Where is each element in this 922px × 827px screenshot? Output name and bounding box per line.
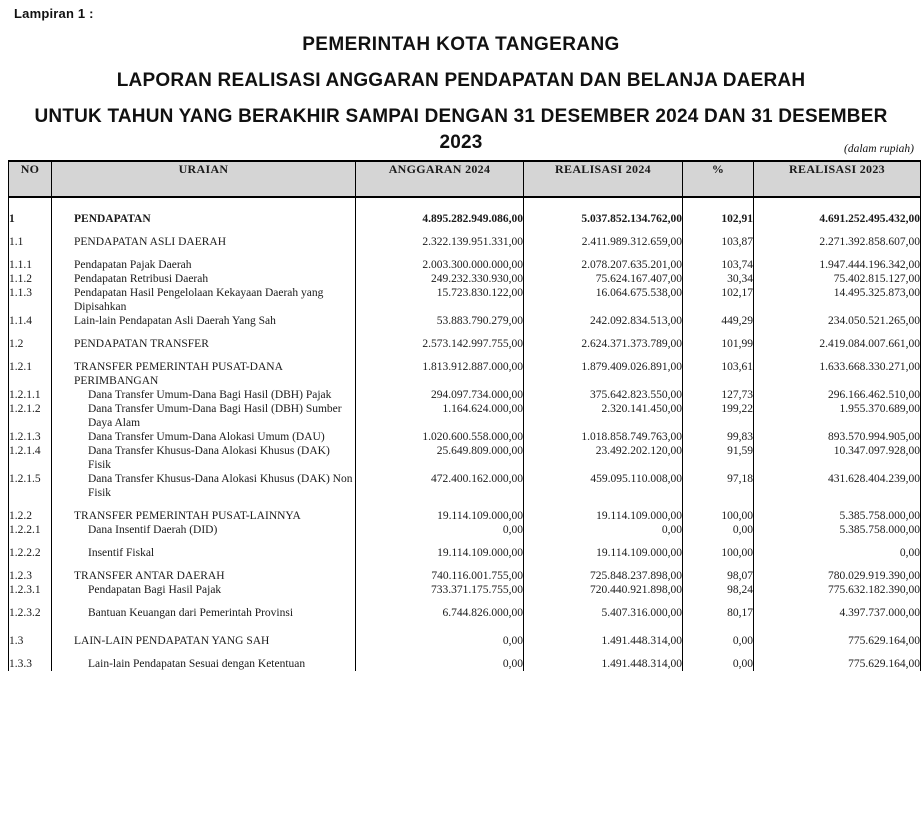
row-no: 1.1.1 xyxy=(9,249,52,272)
row-realisasi-2024: 5.037.852.134.762,00 xyxy=(524,197,683,226)
row-realisasi-2024: 0,00 xyxy=(524,523,683,537)
row-anggaran-2024: 1.813.912.887.000,00 xyxy=(356,351,524,388)
row-persen: 91,59 xyxy=(683,444,754,472)
row-realisasi-2023: 4.397.737.000,00 xyxy=(754,597,921,620)
row-uraian: Pendapatan Hasil Pengelolaan Kekayaan Daerah yang Dipisahkan xyxy=(52,286,356,314)
table-row xyxy=(9,197,921,226)
row-anggaran-2024: 0,00 xyxy=(356,523,524,537)
row-realisasi-2024: 2.320.141.450,00 xyxy=(524,402,683,430)
table-row xyxy=(9,249,921,272)
row-uraian: TRANSFER ANTAR DAERAH xyxy=(52,560,356,583)
row-no: 1.1.3 xyxy=(9,286,52,314)
row-realisasi-2024: 242.092.834.513,00 xyxy=(524,314,683,328)
table-head xyxy=(9,161,921,197)
row-no: 1.2.1.3 xyxy=(9,430,52,444)
table-row xyxy=(9,226,921,249)
row-persen: 30,34 xyxy=(683,272,754,286)
row-realisasi-2023: 234.050.521.265,00 xyxy=(754,314,921,328)
budget-realization-table xyxy=(8,160,921,671)
row-anggaran-2024: 15.723.830.122,00 xyxy=(356,286,524,314)
row-persen: 103,74 xyxy=(683,249,754,272)
table-row xyxy=(9,597,921,620)
row-persen: 101,99 xyxy=(683,328,754,351)
col-header-no: NO xyxy=(9,161,52,197)
row-uraian: Lain-lain Pendapatan Sesuai dengan Ketentuan xyxy=(52,648,356,671)
row-persen: 100,00 xyxy=(683,537,754,560)
row-realisasi-2024: 16.064.675.538,00 xyxy=(524,286,683,314)
row-realisasi-2024: 1.491.448.314,00 xyxy=(524,620,683,648)
col-header-anggaran-2024: ANGGARAN 2024 xyxy=(356,161,524,197)
row-persen: 99,83 xyxy=(683,430,754,444)
row-uraian: PENDAPATAN xyxy=(52,197,356,226)
row-realisasi-2023: 4.691.252.495.432,00 xyxy=(754,197,921,226)
attachment-label: Lampiran 1 : xyxy=(14,6,94,21)
row-uraian: Dana Transfer Umum-Dana Alokasi Umum (DAU) xyxy=(52,430,356,444)
row-realisasi-2023: 75.402.815.127,00 xyxy=(754,272,921,286)
row-persen: 0,00 xyxy=(683,648,754,671)
row-realisasi-2023: 296.166.462.510,00 xyxy=(754,388,921,402)
table-row xyxy=(9,388,921,402)
row-realisasi-2024: 19.114.109.000,00 xyxy=(524,537,683,560)
row-persen: 80,17 xyxy=(683,597,754,620)
row-persen: 127,73 xyxy=(683,388,754,402)
row-anggaran-2024: 19.114.109.000,00 xyxy=(356,500,524,523)
row-anggaran-2024: 0,00 xyxy=(356,648,524,671)
row-uraian: Dana Transfer Umum-Dana Bagi Hasil (DBH) Pajak xyxy=(52,388,356,402)
row-realisasi-2023: 1.947.444.196.342,00 xyxy=(754,249,921,272)
table-row xyxy=(9,523,921,537)
row-realisasi-2023: 775.629.164,00 xyxy=(754,620,921,648)
row-anggaran-2024: 0,00 xyxy=(356,620,524,648)
row-anggaran-2024: 19.114.109.000,00 xyxy=(356,537,524,560)
row-realisasi-2024: 2.078.207.635.201,00 xyxy=(524,249,683,272)
row-persen: 449,29 xyxy=(683,314,754,328)
row-persen: 0,00 xyxy=(683,620,754,648)
table-row xyxy=(9,286,921,314)
row-no: 1.2.1.5 xyxy=(9,472,52,500)
col-header-realisasi-2024: REALISASI 2024 xyxy=(524,161,683,197)
report-period: UNTUK TAHUN YANG BERAKHIR SAMPAI DENGAN 31 DESEMBER 2024 DAN 31 DESEMBER 2023 xyxy=(34,106,888,153)
row-no: 1.2.2.1 xyxy=(9,523,52,537)
row-uraian: PENDAPATAN ASLI DAERAH xyxy=(52,226,356,249)
table-row xyxy=(9,500,921,523)
col-header-uraian: URAIAN xyxy=(52,161,356,197)
row-persen: 0,00 xyxy=(683,523,754,537)
row-persen: 100,00 xyxy=(683,500,754,523)
row-realisasi-2024: 5.407.316.000,00 xyxy=(524,597,683,620)
row-no: 1.2.3 xyxy=(9,560,52,583)
table-row xyxy=(9,620,921,648)
row-uraian: Lain-lain Pendapatan Asli Daerah Yang Sah xyxy=(52,314,356,328)
row-no: 1.2.1.4 xyxy=(9,444,52,472)
row-uraian: TRANSFER PEMERINTAH PUSAT-LAINNYA xyxy=(52,500,356,523)
row-uraian: Pendapatan Pajak Daerah xyxy=(52,249,356,272)
currency-unit-note: (dalam rupiah) xyxy=(844,143,914,155)
row-no: 1.1.4 xyxy=(9,314,52,328)
row-uraian: Pendapatan Bagi Hasil Pajak xyxy=(52,583,356,597)
table-row xyxy=(9,402,921,430)
row-anggaran-2024: 4.895.282.949.086,00 xyxy=(356,197,524,226)
row-realisasi-2024: 23.492.202.120,00 xyxy=(524,444,683,472)
table-row xyxy=(9,472,921,500)
table-row xyxy=(9,444,921,472)
row-no: 1.2.2.2 xyxy=(9,537,52,560)
row-no: 1.2 xyxy=(9,328,52,351)
row-uraian: Bantuan Keuangan dari Pemerintah Provinsi xyxy=(52,597,356,620)
row-realisasi-2023: 775.632.182.390,00 xyxy=(754,583,921,597)
row-realisasi-2024: 1.879.409.026.891,00 xyxy=(524,351,683,388)
table-row xyxy=(9,314,921,328)
row-anggaran-2024: 6.744.826.000,00 xyxy=(356,597,524,620)
row-no: 1.2.3.1 xyxy=(9,583,52,597)
row-anggaran-2024: 2.322.139.951.331,00 xyxy=(356,226,524,249)
row-realisasi-2023: 1.633.668.330.271,00 xyxy=(754,351,921,388)
table-row xyxy=(9,583,921,597)
row-no: 1.3.3 xyxy=(9,648,52,671)
row-realisasi-2023: 14.495.325.873,00 xyxy=(754,286,921,314)
row-realisasi-2023: 2.271.392.858.607,00 xyxy=(754,226,921,249)
row-realisasi-2023: 5.385.758.000,00 xyxy=(754,500,921,523)
row-uraian: Pendapatan Retribusi Daerah xyxy=(52,272,356,286)
row-no: 1.3 xyxy=(9,620,52,648)
row-no: 1.2.3.2 xyxy=(9,597,52,620)
table-row xyxy=(9,560,921,583)
row-persen: 199,22 xyxy=(683,402,754,430)
row-uraian: LAIN-LAIN PENDAPATAN YANG SAH xyxy=(52,620,356,648)
row-anggaran-2024: 53.883.790.279,00 xyxy=(356,314,524,328)
row-realisasi-2024: 1.491.448.314,00 xyxy=(524,648,683,671)
table-row xyxy=(9,328,921,351)
row-realisasi-2023: 5.385.758.000,00 xyxy=(754,523,921,537)
row-realisasi-2024: 75.624.167.407,00 xyxy=(524,272,683,286)
row-realisasi-2023: 780.029.919.390,00 xyxy=(754,560,921,583)
row-persen: 102,91 xyxy=(683,197,754,226)
row-realisasi-2024: 2.624.371.373.789,00 xyxy=(524,328,683,351)
row-anggaran-2024: 2.573.142.997.755,00 xyxy=(356,328,524,351)
row-uraian: Dana Insentif Daerah (DID) xyxy=(52,523,356,537)
row-no: 1.2.1.1 xyxy=(9,388,52,402)
table-row xyxy=(9,430,921,444)
table-row xyxy=(9,272,921,286)
row-realisasi-2024: 1.018.858.749.763,00 xyxy=(524,430,683,444)
row-anggaran-2024: 1.020.600.558.000,00 xyxy=(356,430,524,444)
row-persen: 103,87 xyxy=(683,226,754,249)
table-row xyxy=(9,648,921,671)
row-no: 1.1.2 xyxy=(9,272,52,286)
row-realisasi-2024: 2.411.989.312.659,00 xyxy=(524,226,683,249)
row-anggaran-2024: 294.097.734.000,00 xyxy=(356,388,524,402)
row-no: 1 xyxy=(9,197,52,226)
row-persen: 97,18 xyxy=(683,472,754,500)
row-anggaran-2024: 1.164.624.000,00 xyxy=(356,402,524,430)
row-uraian: PENDAPATAN TRANSFER xyxy=(52,328,356,351)
row-uraian: Dana Transfer Khusus-Dana Alokasi Khusus (DAK) Non Fisik xyxy=(52,472,356,500)
table-body xyxy=(9,197,921,671)
row-anggaran-2024: 25.649.809.000,00 xyxy=(356,444,524,472)
table-header-row xyxy=(9,161,921,197)
row-realisasi-2023: 1.955.370.689,00 xyxy=(754,402,921,430)
row-realisasi-2024: 459.095.110.008,00 xyxy=(524,472,683,500)
row-persen: 103,61 xyxy=(683,351,754,388)
row-realisasi-2024: 19.114.109.000,00 xyxy=(524,500,683,523)
row-realisasi-2023: 431.628.404.239,00 xyxy=(754,472,921,500)
row-anggaran-2024: 733.371.175.755,00 xyxy=(356,583,524,597)
row-persen: 98,07 xyxy=(683,560,754,583)
report-title: LAPORAN REALISASI ANGGARAN PENDAPATAN DAN BELANJA DAERAH xyxy=(116,70,806,91)
row-persen: 98,24 xyxy=(683,583,754,597)
row-anggaran-2024: 472.400.162.000,00 xyxy=(356,472,524,500)
row-uraian: Dana Transfer Khusus-Dana Alokasi Khusus (DAK) Fisik xyxy=(52,444,356,472)
budget-realization-table-wrapper xyxy=(8,160,920,671)
row-realisasi-2023: 0,00 xyxy=(754,537,921,560)
row-realisasi-2024: 375.642.823.550,00 xyxy=(524,388,683,402)
row-uraian: Insentif Fiskal xyxy=(52,537,356,560)
organization-title: PEMERINTAH KOTA TANGERANG xyxy=(302,34,620,55)
row-uraian: TRANSFER PEMERINTAH PUSAT-DANA PERIMBANGAN xyxy=(52,351,356,388)
row-no: 1.2.2 xyxy=(9,500,52,523)
col-header-persen: % xyxy=(683,161,754,197)
row-anggaran-2024: 249.232.330.930,00 xyxy=(356,272,524,286)
row-anggaran-2024: 2.003.300.000.000,00 xyxy=(356,249,524,272)
row-realisasi-2024: 720.440.921.898,00 xyxy=(524,583,683,597)
document-heading xyxy=(0,32,922,156)
row-realisasi-2023: 2.419.084.007.661,00 xyxy=(754,328,921,351)
row-no: 1.2.1 xyxy=(9,351,52,388)
row-realisasi-2023: 10.347.097.928,00 xyxy=(754,444,921,472)
row-no: 1.2.1.2 xyxy=(9,402,52,430)
table-row xyxy=(9,351,921,388)
table-row xyxy=(9,537,921,560)
row-realisasi-2023: 775.629.164,00 xyxy=(754,648,921,671)
row-anggaran-2024: 740.116.001.755,00 xyxy=(356,560,524,583)
col-header-realisasi-2023: REALISASI 2023 xyxy=(754,161,921,197)
row-uraian: Dana Transfer Umum-Dana Bagi Hasil (DBH) Sumber Daya Alam xyxy=(52,402,356,430)
row-persen: 102,17 xyxy=(683,286,754,314)
row-realisasi-2024: 725.848.237.898,00 xyxy=(524,560,683,583)
row-no: 1.1 xyxy=(9,226,52,249)
row-realisasi-2023: 893.570.994.905,00 xyxy=(754,430,921,444)
